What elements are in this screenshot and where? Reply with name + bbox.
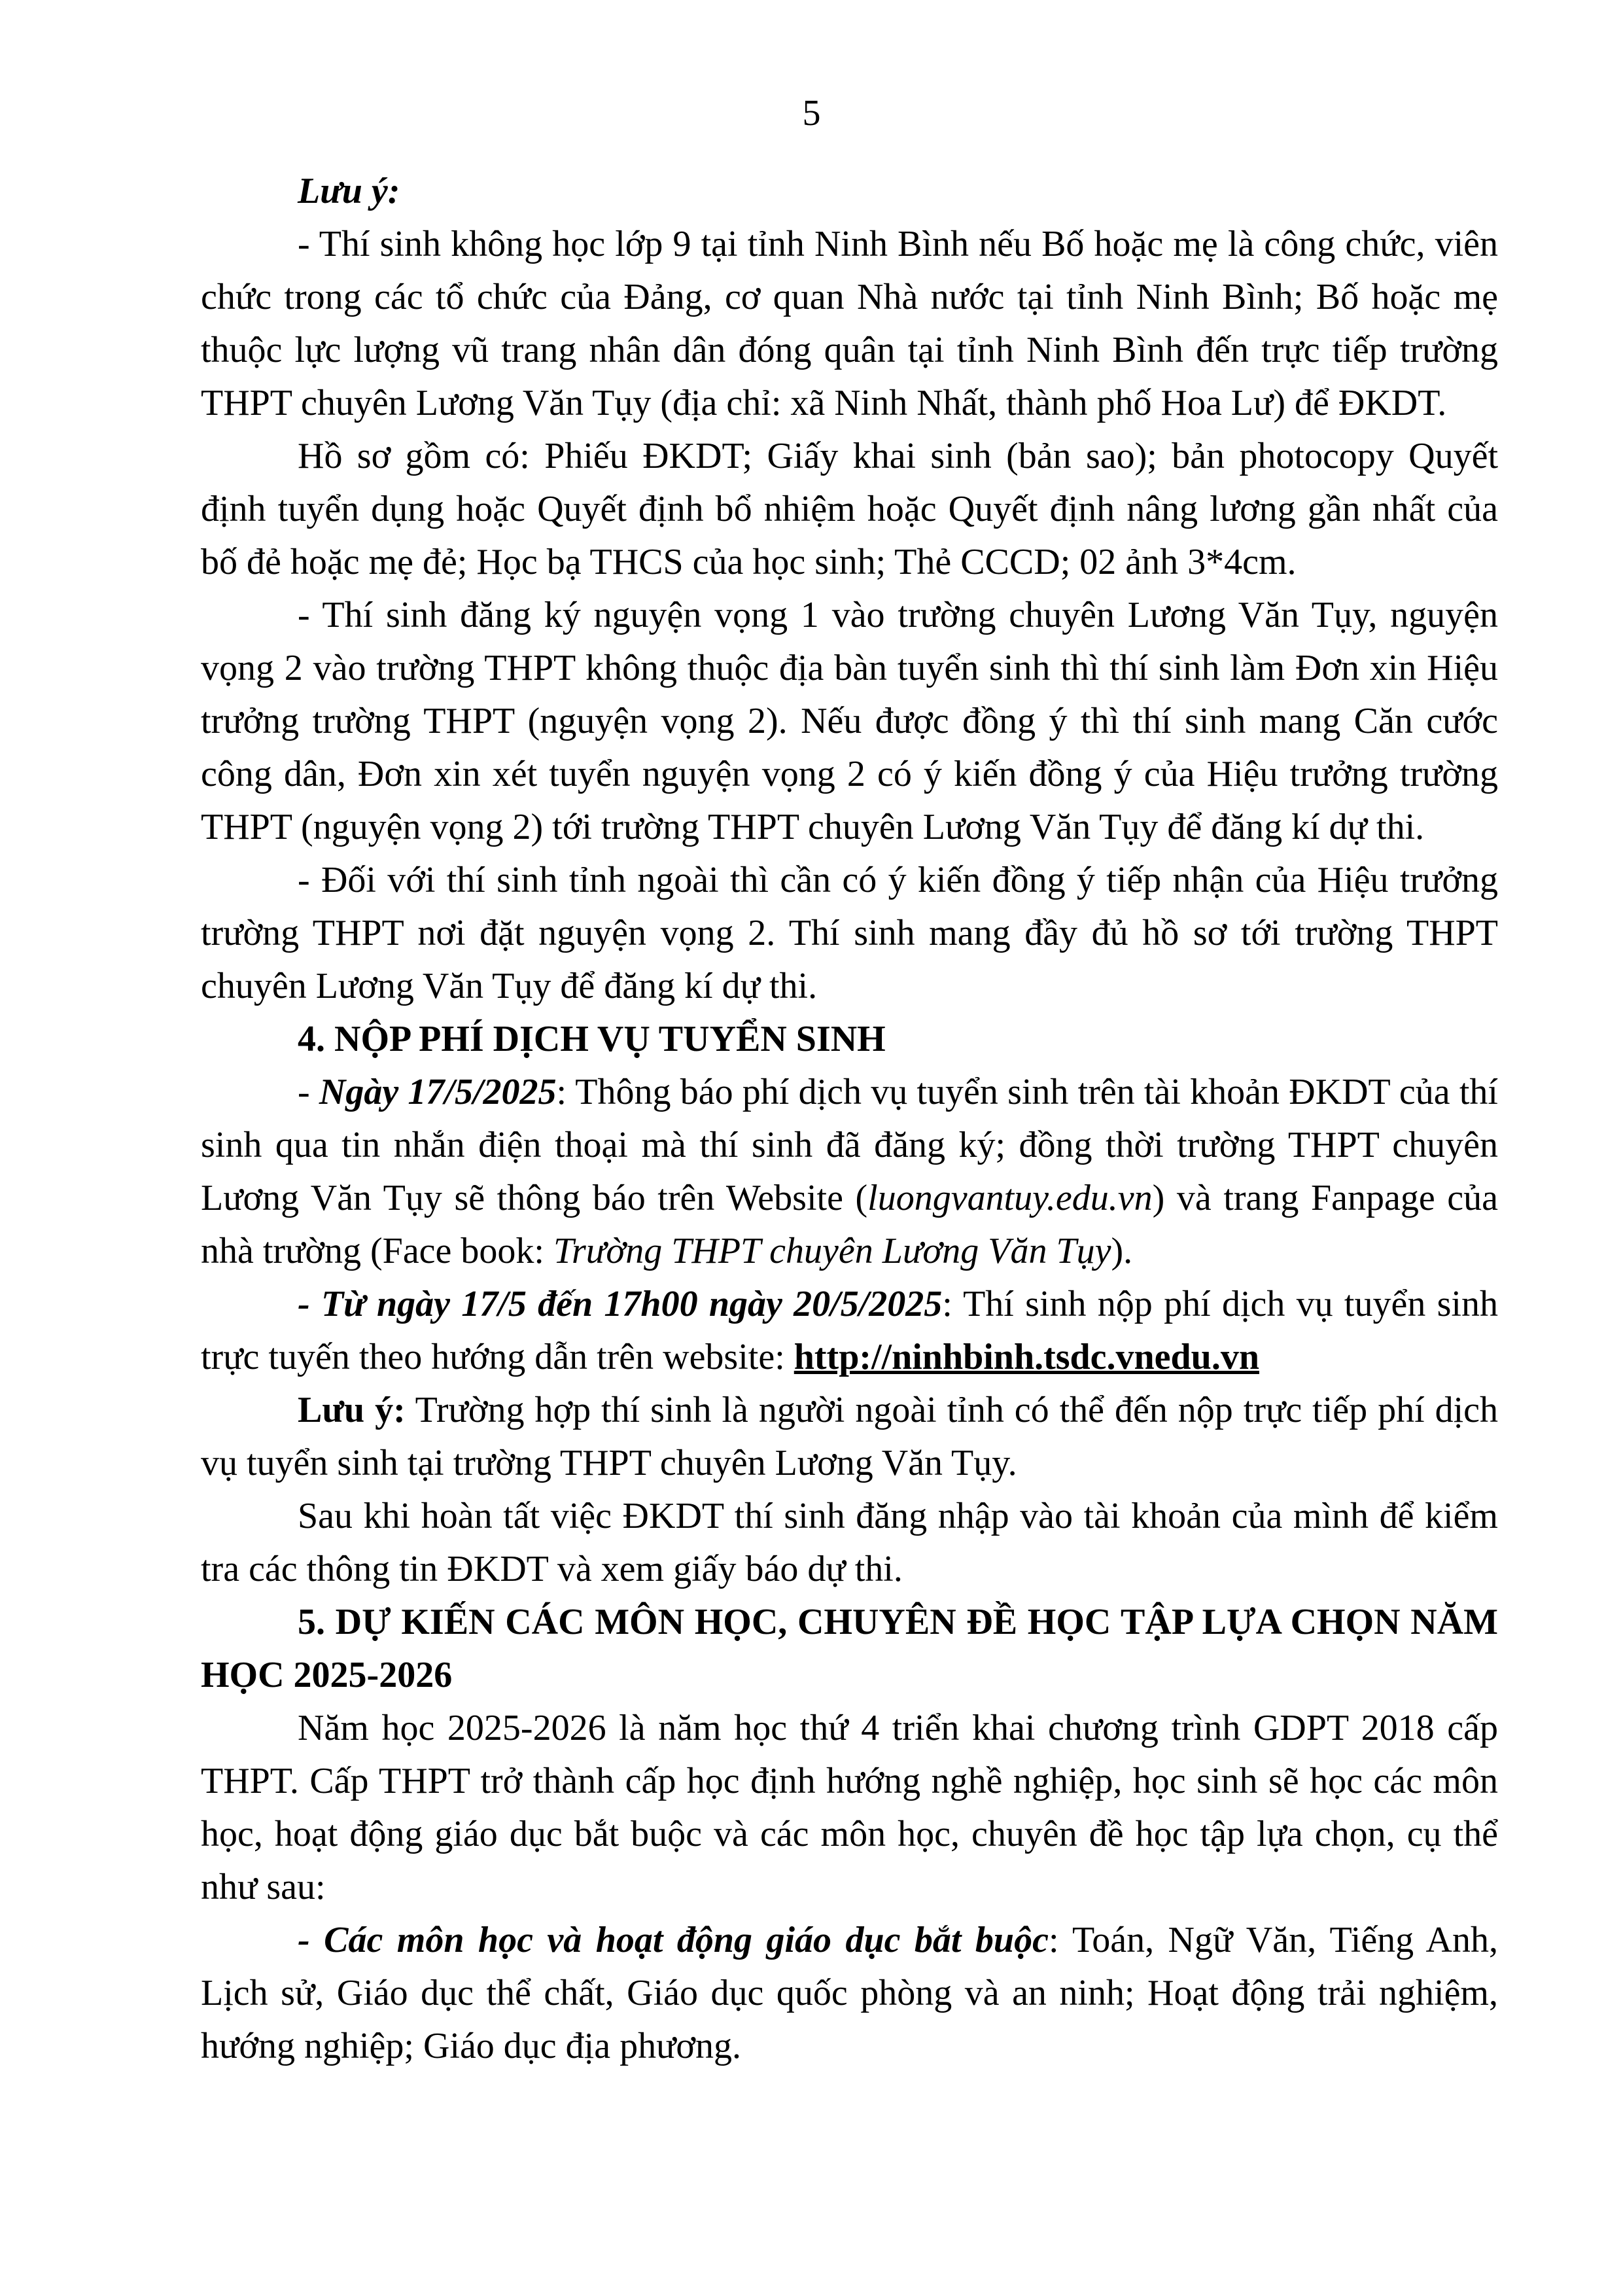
fee-notice-text-a: : Thông báo phí dịch vụ tuyển sinh trên tài khoản ĐKDT của thí sinh qua tin nhắn điện thoại mà thí sinh đã đăng ký; đồng thời trường THPT chuyên Lương Văn Tụy sẽ thông báo trên Website ( xyxy=(201,1072,1498,1218)
fee-payment-text: : Thí sinh nộp phí dịch vụ tuyển sinh trực tuyến theo hướng dẫn trên website: xyxy=(201,1284,1498,1377)
paragraph-fee-payment xyxy=(201,1278,1498,1384)
dash-prefix: - xyxy=(298,1072,319,1112)
required-subjects-text: : Toán, Ngữ Văn, Tiếng Anh, Lịch sử, Giáo dục thể chất, Giáo dục quốc phòng và an ninh; Hoạt động trải nghiệm, hướng nghiệp; Giáo dục địa phương. xyxy=(201,1920,1498,2066)
section-5-heading: 5. DỰ KIẾN CÁC MÔN HỌC, CHUYÊN ĐỀ HỌC TẬP LỰA CHỌN NĂM HỌC 2025-2026 xyxy=(201,1602,1498,1695)
fee-notice-date: Ngày 17/5/2025 xyxy=(319,1072,557,1112)
website-name: luongvantuy.edu.vn xyxy=(867,1178,1153,1218)
paragraph-out-of-province: - Đối với thí sinh tỉnh ngoài thì cần có ý kiến đồng ý tiếp nhận của Hiệu trưởng trường THPT nơi đặt nguyện vọng 2. Thí sinh mang đầy đủ hồ sơ tới trường THPT chuyên Lương Văn Tụy để đăng kí dự thi. xyxy=(201,860,1498,1006)
paragraph-after-registration: Sau khi hoàn tất việc ĐKDT thí sinh đăng nhập vào tài khoản của mình để kiểm tra các thông tin ĐKDT và xem giấy báo dự thi. xyxy=(201,1496,1498,1589)
fanpage-name: Trường THPT chuyên Lương Văn Tụy xyxy=(553,1231,1111,1271)
fee-note-text: Trường hợp thí sinh là người ngoài tỉnh có thể đến nộp trực tiếp phí dịch vụ tuyển sinh tại trường THPT chuyên Lương Văn Tụy. xyxy=(201,1390,1499,1483)
fee-payment-period: - Từ ngày 17/5 đến 17h00 ngày 20/5/2025 xyxy=(298,1284,943,1324)
paragraph-fee-note xyxy=(201,1384,1498,1490)
fee-note-label: Lưu ý: xyxy=(298,1390,406,1430)
fee-notice-text-c: ). xyxy=(1111,1231,1133,1271)
paragraph-program-intro: Năm học 2025-2026 là năm học thứ 4 triển khai chương trình GDPT 2018 cấp THPT. Cấp THPT trở thành cấp học định hướng nghề nghiệp, học sinh sẽ học các môn học, hoạt động giáo dục bắt buộc và các môn học, chuyên đề học tập lựa chọn, cụ thể như sau: xyxy=(201,1708,1498,1907)
paragraph-second-choice: - Thí sinh đăng ký nguyện vọng 1 vào trường chuyên Lương Văn Tụy, nguyện vọng 2 vào trường THPT không thuộc địa bàn tuyển sinh thì thí sinh làm Đơn xin Hiệu trưởng trường THPT (nguyện vọng 2). Nếu được đồng ý thì thí sinh mang Căn cước công dân, Đơn xin xét tuyển nguyện vọng 2 có ý kiến đồng ý của Hiệu trưởng trường THPT (nguyện vọng 2) tới trường THPT chuyên Lương Văn Tụy để đăng kí dự thi. xyxy=(201,595,1498,847)
paragraph-fee-notice xyxy=(201,1066,1498,1278)
required-subjects-label: - Các môn học và hoạt động giáo dục bắt buộc xyxy=(298,1920,1049,1960)
fee-notice-text-b: ) và trang Fanpage của nhà trường (Face book: xyxy=(201,1178,1498,1271)
section-4-heading: 4. NỘP PHÍ DỊCH VỤ TUYỂN SINH xyxy=(298,1019,886,1059)
paragraph-dossier: Hồ sơ gồm có: Phiếu ĐKDT; Giấy khai sinh (bản sao); bản photocopy Quyết định tuyển dụng hoặc Quyết định bổ nhiệm hoặc Quyết định nâng lương gần nhất của bố đẻ hoặc mẹ đẻ; Học bạ THCS của học sinh; Thẻ CCCD; 02 ảnh 3*4cm. xyxy=(201,436,1498,582)
note-label-paragraph xyxy=(201,165,1498,218)
paragraph-required-subjects xyxy=(201,1914,1498,2073)
page-number: 5 xyxy=(802,93,821,133)
paragraph-parents-registration: - Thí sinh không học lớp 9 tại tỉnh Ninh Bình nếu Bố hoặc mẹ là công chức, viên chức trong các tổ chức của Đảng, cơ quan Nhà nước tại tỉnh Ninh Bình; Bố hoặc mẹ thuộc lực lượng vũ trang nhân dân đóng quân tại tỉnh Ninh Bình đến trực tiếp trường THPT chuyên Lương Văn Tụy (địa chỉ: xã Ninh Nhất, thành phố Hoa Lư) để ĐKDT. xyxy=(201,224,1498,423)
registration-website-link[interactable]: http://ninhbinh.tsdc.vnedu.vn xyxy=(794,1337,1259,1377)
note-label: Lưu ý: xyxy=(298,171,400,211)
document-body xyxy=(201,165,1498,2073)
